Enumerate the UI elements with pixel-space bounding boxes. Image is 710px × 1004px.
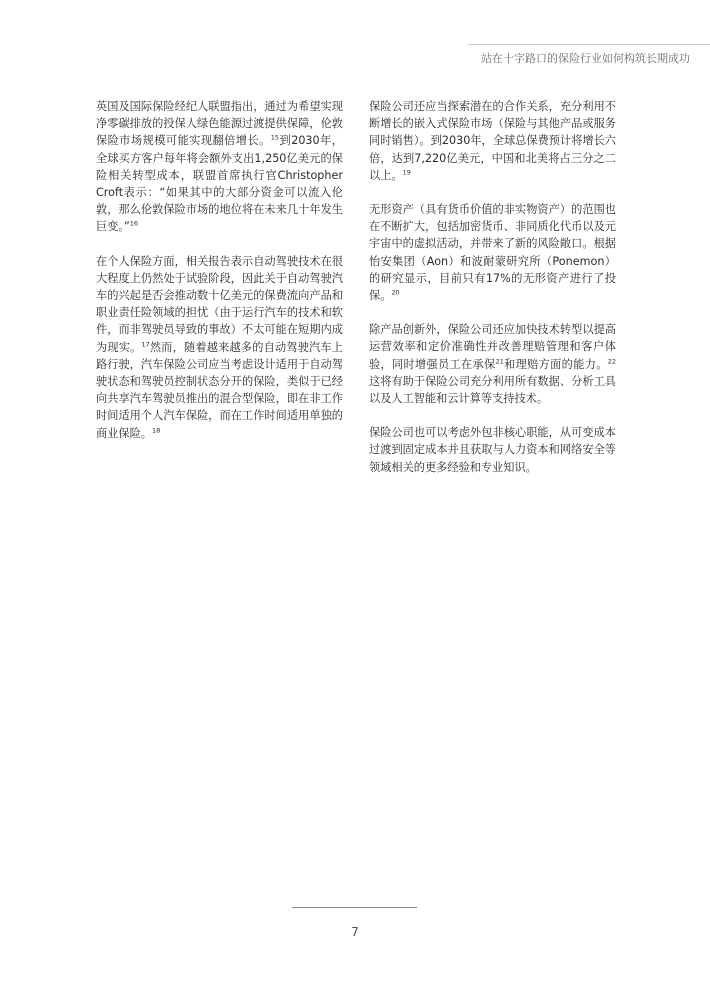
running-header: 站在十字路口的保险行业如何构筑长期成功	[481, 52, 690, 65]
paragraph	[369, 424, 616, 476]
footnote-ref: 17	[141, 339, 150, 348]
paragraph-text: 英国及国际保险经纪人联盟指出，通过为希望实现净零碳排放的投保人绿色能源过渡提供保障，伦敦保险市场规模可能实现翻倍增长。	[96, 100, 343, 148]
footnote-ref: 19	[402, 168, 411, 177]
paragraph-text: 到2030年，全球买方客户每年将会额外支出1,250亿美元的保险相关转型成本，联盟首席执行官Christopher Croft表示：“如果其中的大部分资金可以流入伦敦，那么伦敦保险市场的地位将在未来几十年发生巨变。”	[96, 134, 343, 234]
paragraph-text: 这将有助于保险公司充分利用所有数据、分析工具以及人工智能和云计算等支持技术。	[369, 374, 616, 406]
paragraph	[369, 98, 616, 184]
paragraph-text: 保险公司也可以考虑外包非核心职能，从可变成本过渡到固定成本并且获取与人力资本和网络安全等领域相关的更多经验和专业知识。	[369, 426, 616, 474]
paragraph-text: 在个人保险方面，相关报告表示自动驾驶技术在很大程度上仍然处于试验阶段，因此关于自动驾驶汽车的兴起是否会推动数十亿美元的保费流向产品和职业责任险领域的担忧（由于运行汽车的技术和软件，而非驾驶员导致的事故）不太可能在短期内成为现实。	[96, 254, 343, 354]
paragraph-text: 除产品创新外，保险公司还应加快技术转型以提高运营效率和定价准确性并改善理赔管理和客户体验，同时增强员工在承保	[369, 323, 616, 371]
right-column	[369, 98, 616, 493]
paragraph-text: 然而，随着越来越多的自动驾驶汽车上路行驶，汽车保险公司应当考虑设计适用于自动驾驶状态和驾驶员控制状态分开的保险，类似于已经向共享汽车驾驶员推出的混合型保险，即在非工作时间适用个人汽车保险，而在工作时间适用单独的商业保险。	[96, 340, 343, 440]
footer-rule	[292, 907, 417, 908]
footnote-ref: 18	[151, 425, 161, 434]
paragraph-text: 保险公司还应当探索潜在的合作关系，充分利用不断增长的嵌入式保险市场（保险与其他产品或服务同时销售）。到2030年，全球总保费预计将增长六倍，达到7,220亿美元，中国和北美将占三分之二以上。	[369, 100, 616, 182]
footnote-ref: 15	[270, 133, 280, 142]
page-number: 7	[351, 925, 359, 939]
footnote-ref: 22	[607, 356, 616, 365]
paragraph	[96, 253, 343, 442]
paragraph-text: 无形资产（具有货币价值的非实物资产）的范围也在不断扩大，包括加密货币、非同质化代币以及元宇宙中的虚拟活动，并带来了新的风险敞口。根据怡安集团（Aon）和波耐蒙研究所（Ponemon）的研究显示，目前只有17%的无形资产进行了投保。	[369, 203, 616, 303]
left-column	[96, 98, 343, 459]
footnote-ref: 16	[129, 219, 139, 228]
footnote-ref: 21	[495, 356, 504, 365]
paragraph	[369, 321, 616, 407]
header-rule	[468, 44, 710, 45]
paragraph	[96, 98, 343, 236]
paragraph	[369, 201, 616, 304]
paragraph-text: 和理赔方面的能力。	[503, 357, 608, 371]
footnote-ref: 20	[391, 288, 400, 297]
